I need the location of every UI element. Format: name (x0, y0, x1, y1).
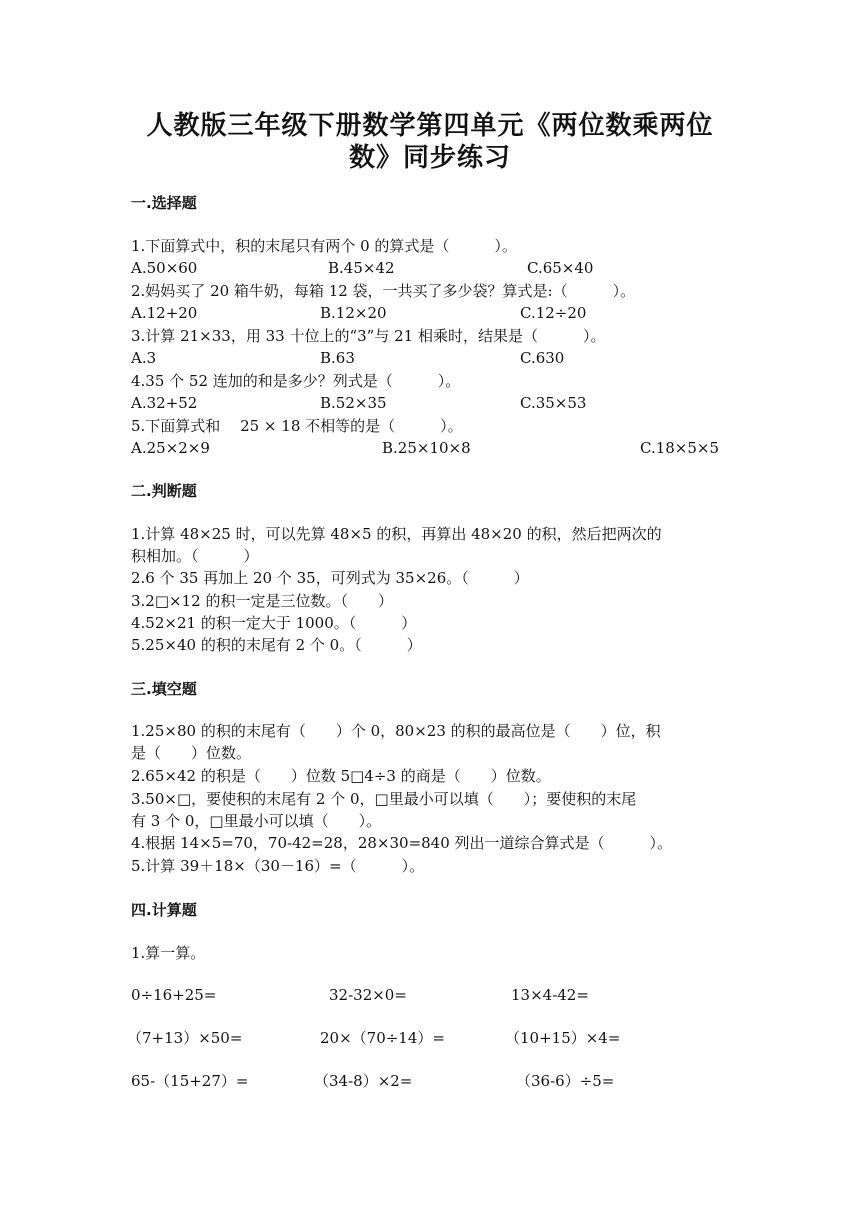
calc-expression: 65-（15+27）= (131, 1072, 249, 1090)
choice-q2-option-b: B.12×20 (320, 304, 387, 322)
choice-question-5: 5.下面算式和 25 × 18 不相等的是（ ）。 (131, 417, 463, 435)
choice-q1-option-c: C.65×40 (527, 259, 594, 277)
judge-question-3: 3.2□×12 的积一定是三位数。（ ） (131, 592, 393, 610)
fill-question-3-line-2: 有 3 个 0，□里最小可以填（ ）。 (131, 812, 382, 830)
judge-question-1-line-2: 积相加。（ ） (131, 547, 259, 565)
section-heading-judge: 二.判断题 (131, 482, 197, 500)
section-heading-calc: 四.计算题 (131, 901, 197, 919)
choice-q3-option-c: C.630 (520, 349, 565, 367)
choice-q4-option-a: A.32+52 (131, 394, 198, 412)
choice-q5-option-b: B.25×10×8 (382, 439, 471, 457)
choice-question-3: 3.计算 21×33，用 33 十位上的“3”与 21 相乘时，结果是（ ）。 (131, 327, 606, 345)
judge-question-5: 5.25×40 的积的末尾有 2 个 0。（ ） (131, 636, 422, 654)
choice-q4-option-c: C.35×53 (520, 394, 587, 412)
fill-question-5: 5.计算 39＋18×（30－16）=（ ）。 (131, 857, 425, 875)
calc-expression: （36-6）÷5= (516, 1072, 615, 1090)
fill-question-4: 4.根据 14×5=70，70-42=28，28×30=840 列出一道综合算式是（ ）。 (131, 834, 673, 852)
calc-question-1: 1.算一算。 (131, 944, 206, 962)
choice-question-4: 4.35 个 52 连加的和是多少？列式是（ ）。 (131, 372, 461, 390)
choice-q4-option-b: B.52×35 (320, 394, 387, 412)
choice-question-1: 1.下面算式中，积的末尾只有两个 0 的算式是（ ）。 (131, 237, 517, 255)
calc-expression: （7+13）×50= (127, 1029, 243, 1047)
calc-expression: 20×（70÷14）= (320, 1029, 445, 1047)
choice-q1-option-a: A.50×60 (131, 259, 198, 277)
fill-question-1-line-2: 是（ ）位数。 (131, 744, 252, 762)
calc-expression: 0÷16+25= (131, 986, 217, 1004)
fill-question-3-line-1: 3.50×□，要使积的末尾有 2 个 0，□里最小可以填（ ）；要使积的末尾 (131, 790, 637, 808)
page-title-line-2: 数》同步练习 (348, 143, 511, 173)
fill-question-2: 2.65×42 的积是（ ）位数 5□4÷3 的商是（ ）位数。 (131, 767, 551, 785)
calc-expression: 32-32×0= (329, 986, 407, 1004)
judge-question-4: 4.52×21 的积一定大于 1000。（ ） (131, 614, 417, 632)
judge-question-2: 2.6 个 35 再加上 20 个 35，可列式为 35×26。（ ） (131, 569, 529, 587)
section-heading-fill: 三.填空题 (131, 680, 197, 698)
choice-q5-option-a: A.25×2×9 (131, 439, 210, 457)
choice-q2-option-c: C.12÷20 (520, 304, 587, 322)
calc-expression: （34-8）×2= (314, 1072, 413, 1090)
choice-q5-option-c: C.18×5×5 (640, 439, 720, 457)
judge-question-1-line-1: 1.计算 48×25 时，可以先算 48×5 的积，再算出 48×20 的积，然后把两次的 (131, 525, 662, 543)
page-title-line-1: 人教版三年级下册数学第四单元《两位数乘两位 (146, 111, 714, 141)
choice-q2-option-a: A.12+20 (131, 304, 198, 322)
calc-expression: （10+15）×4= (505, 1029, 621, 1047)
choice-q1-option-b: B.45×42 (328, 259, 395, 277)
choice-question-2: 2.妈妈买了 20 箱牛奶，每箱 12 袋，一共买了多少袋？算式是:（ ）。 (131, 282, 636, 300)
choice-q3-option-b: B.63 (320, 349, 355, 367)
fill-question-1-line-1: 1.25×80 的积的末尾有（ ）个 0，80×23 的积的最高位是（ ）位，积 (131, 722, 661, 740)
choice-q3-option-a: A.3 (131, 349, 157, 367)
section-heading-choice: 一.选择题 (131, 194, 197, 212)
calc-expression: 13×4-42= (511, 986, 589, 1004)
